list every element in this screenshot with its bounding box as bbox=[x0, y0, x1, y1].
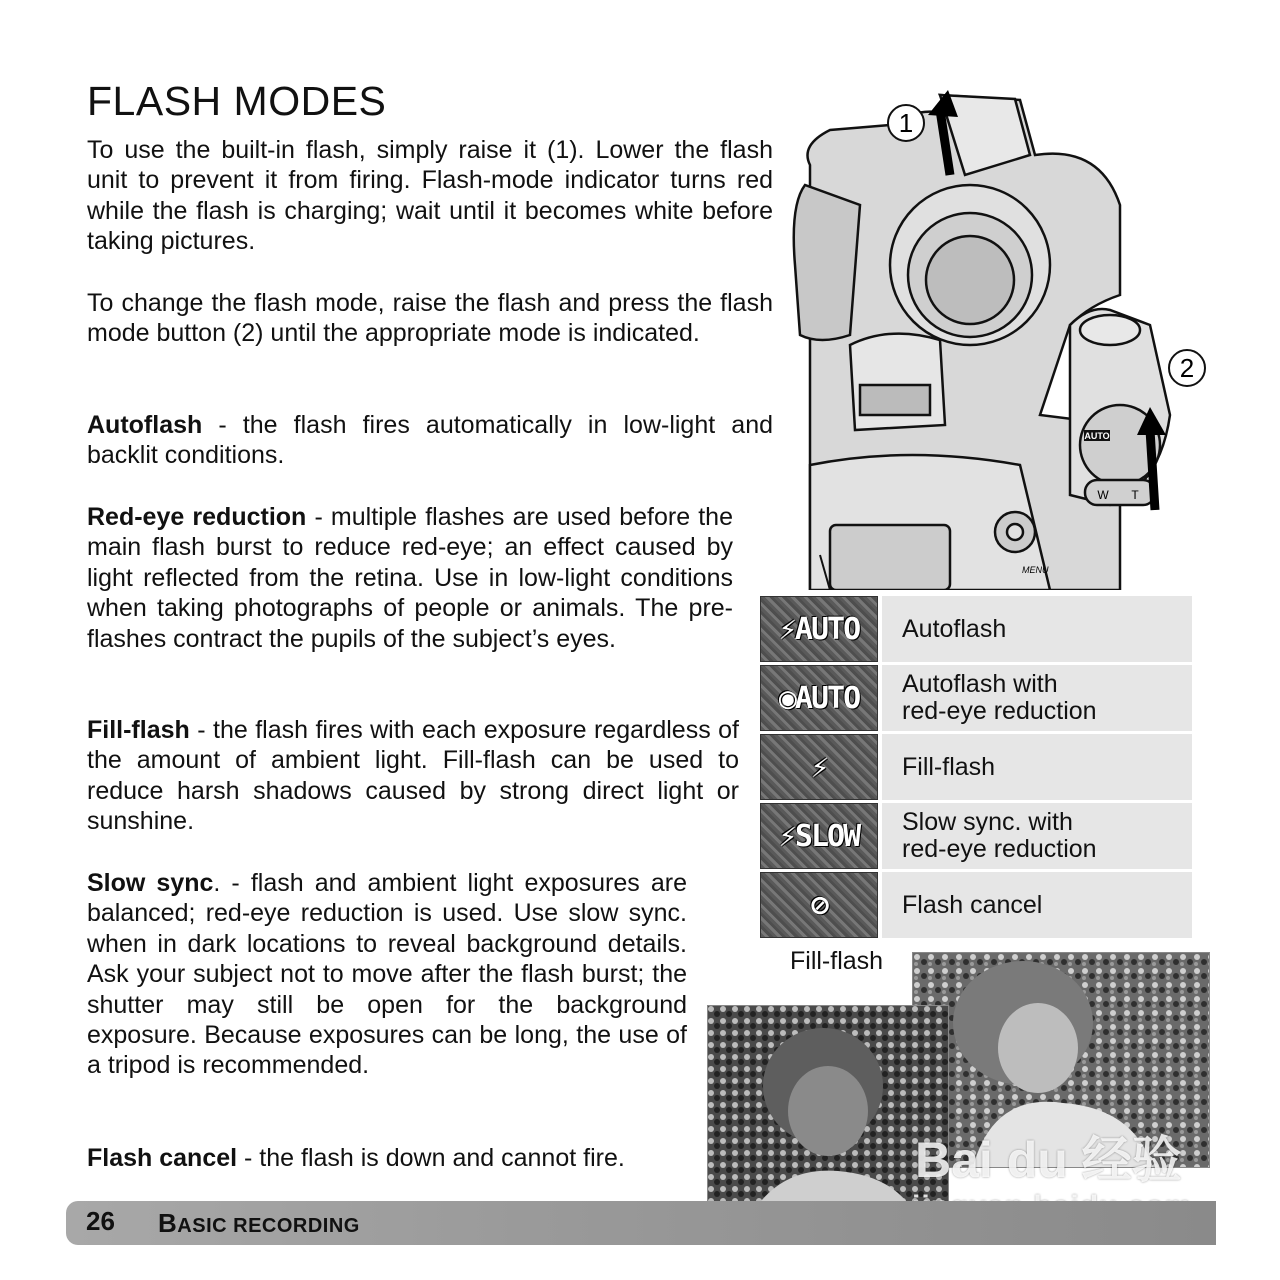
flash-mode-label-line: Fill-flash bbox=[902, 752, 996, 781]
autoflash-term: Autoflash bbox=[87, 411, 203, 439]
mode-dial-auto-label: AUTO bbox=[1084, 431, 1110, 441]
callout-two: 2 bbox=[1179, 353, 1195, 383]
flash-cancel-paragraph bbox=[87, 1143, 739, 1173]
fill-flash-paragraph bbox=[87, 715, 739, 837]
flash-mode-row-cancel bbox=[760, 872, 1192, 938]
camera-illustration bbox=[790, 85, 1230, 590]
flash-mode-row-redeye bbox=[760, 665, 1192, 731]
redeye-auto-icon: ◉AUTO bbox=[760, 665, 878, 731]
flash-mode-label bbox=[882, 665, 1192, 731]
redeye-term: Red-eye reduction bbox=[87, 503, 307, 531]
flash-mode-row-autoflash bbox=[760, 596, 1192, 662]
flash-slow-icon: ⚡SLOW bbox=[760, 803, 878, 869]
flash-mode-label-line: Autoflash with bbox=[902, 670, 1058, 698]
redeye-description: - multiple flashes are used before the main flash burst to reduce red-eye; an effect caused by light reflected from the retina. Use in low-light conditions when taking photographs of people or animals. The pre-flashes contract the pupils of the subject’s eyes. bbox=[87, 503, 733, 653]
page-number: 26 bbox=[86, 1206, 115, 1236]
photo-caption: Fill-flash bbox=[790, 947, 884, 975]
slow-sync-description: . - flash and ambient light exposures are balanced; red-eye reduction is used. Use slow sync. when in dark locations to reveal background details. Ask your subject not to move after the flash burst; the shutter may still be open for the background exposure. Because exposures can be long, the use of a tripod is recommended. bbox=[87, 869, 687, 1080]
flash-mode-row-slow-sync bbox=[760, 803, 1192, 869]
page-title: FLASH MODES bbox=[87, 78, 387, 124]
fill-flash-description: - the flash fires with each exposure regardless of the amount of ambient light. Fill-flash can be used to reduce harsh shadows caused by strong direct light or sunshine. bbox=[87, 716, 739, 836]
flash-mode-label-line: red-eye reduction bbox=[902, 835, 1097, 863]
mode-button-paragraph: To change the flash mode, raise the flash and press the flash mode button (2) until the appropriate mode is indicated. bbox=[87, 289, 773, 348]
flash-cancel-icon: ⊘ bbox=[760, 872, 878, 938]
fill-flash-term: Fill-flash bbox=[87, 716, 190, 744]
flash-auto-icon: ⚡AUTO bbox=[760, 596, 878, 662]
zoom-tele-label: T bbox=[1131, 488, 1139, 502]
section-name bbox=[158, 1208, 360, 1239]
fill-flash-icon: ⚡ bbox=[760, 734, 878, 800]
slow-sync-paragraph bbox=[87, 868, 739, 1139]
callout-one: 1 bbox=[898, 108, 914, 138]
slow-sync-term: Slow sync bbox=[87, 869, 214, 897]
flash-mode-row-fill bbox=[760, 734, 1192, 800]
section-name-rest: ASIC RECORDING bbox=[177, 1215, 360, 1237]
flash-mode-label-line: Autoflash bbox=[902, 614, 1007, 643]
autoflash-paragraph bbox=[87, 410, 773, 471]
baidu-watermark-logo: Bai du 经验 bbox=[915, 1132, 1182, 1188]
flash-mode-label bbox=[882, 596, 1192, 662]
flash-mode-label-line: Flash cancel bbox=[902, 890, 1043, 919]
menu-button-label: MENU bbox=[1022, 565, 1049, 575]
flash-mode-label bbox=[882, 734, 1192, 800]
intro-paragraph: To use the built-in flash, simply raise it (1). Lower the flash unit to prevent it from firing. Flash-mode indicator turns red while the flash is charging; wait until it becomes white before taking pictures. bbox=[87, 136, 773, 256]
flash-cancel-description: - the flash is down and cannot fire. bbox=[237, 1144, 625, 1172]
redeye-paragraph bbox=[87, 502, 773, 713]
flash-mode-label bbox=[882, 803, 1192, 869]
zoom-wide-label: W bbox=[1097, 488, 1109, 502]
no-flash-photo bbox=[707, 1005, 949, 1221]
section-name-initial: B bbox=[158, 1208, 178, 1238]
autoflash-description: - the flash fires automatically in low-light and backlit conditions. bbox=[87, 411, 773, 470]
flash-cancel-term: Flash cancel bbox=[87, 1144, 238, 1172]
flash-mode-label-line: red-eye reduction bbox=[902, 697, 1097, 725]
flash-mode-label-line: Slow sync. with bbox=[902, 808, 1073, 836]
flash-mode-label bbox=[882, 872, 1192, 938]
